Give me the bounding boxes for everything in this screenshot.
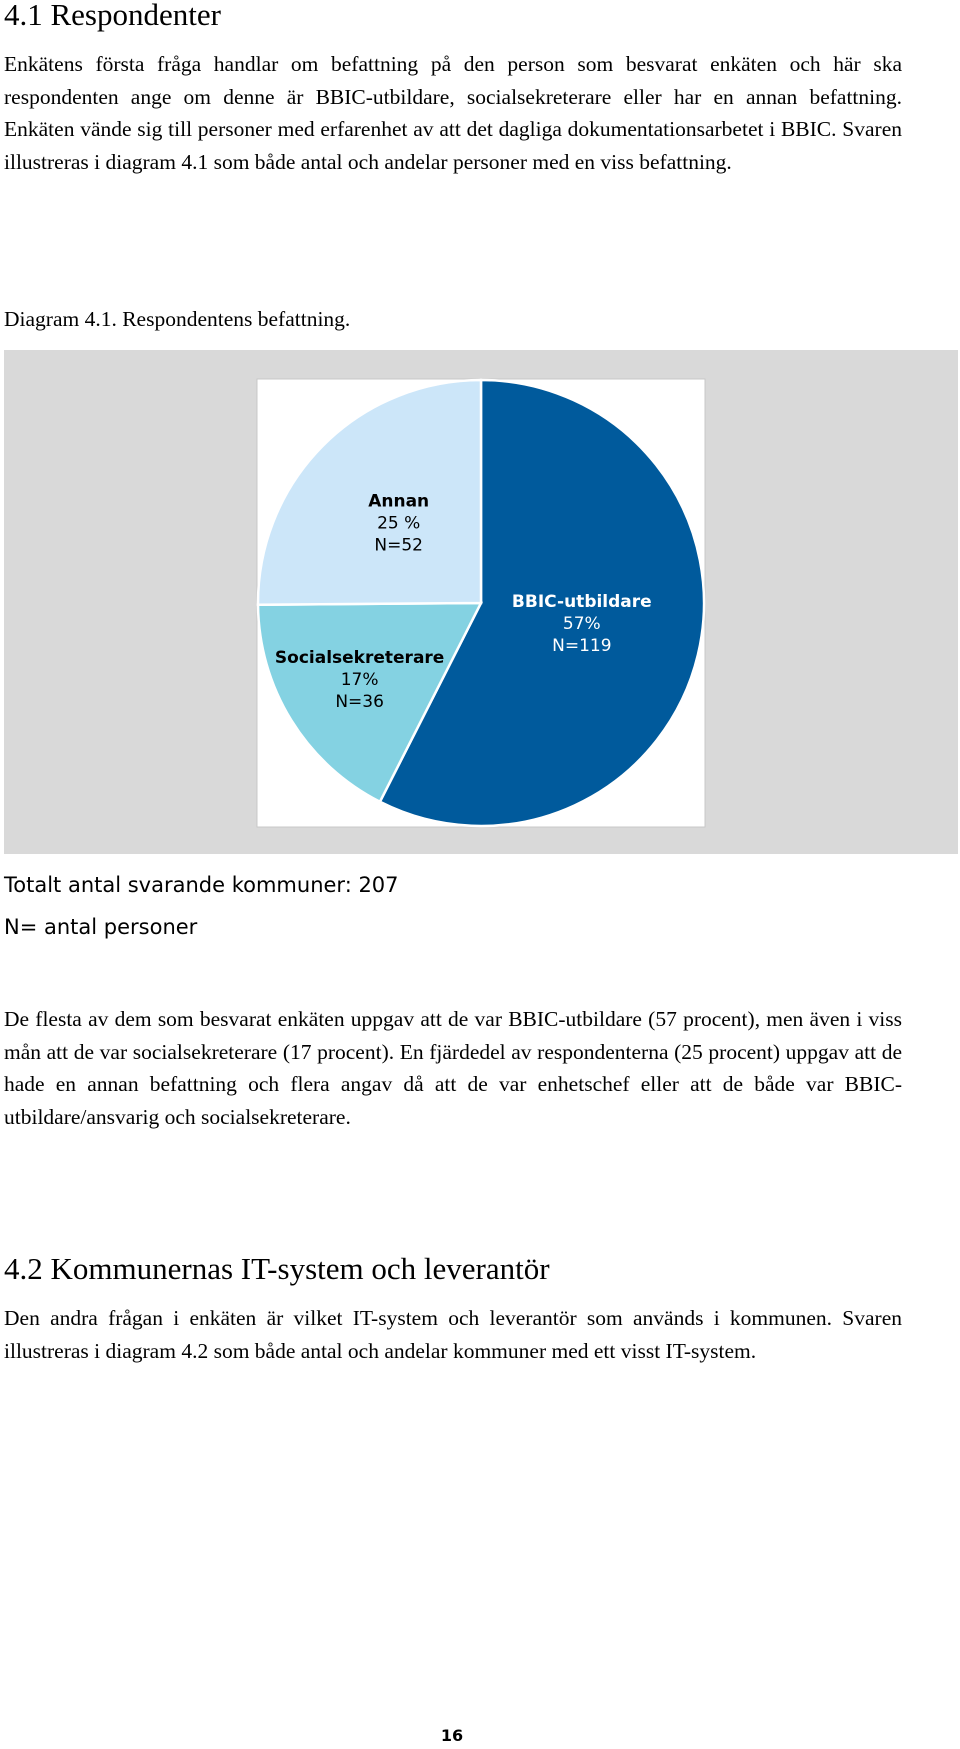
pie-label-percent: 25 %	[377, 513, 421, 534]
results-paragraph: De flesta av dem som besvarat enkäten uppgav att de var BBIC-utbildare (57 procent), men även i viss mån att de var socialsekreterare (17 procent). En fjärdedel av respondenterna (25 procent) uppgav att de hade en annan befattning och flera angav då att de var enhetschef eller att de både var BBIC-utbildare/ansvarig och socialsekreterare.	[4, 1007, 902, 1129]
intro-paragraph: Enkätens första fråga handlar om befattning på den person som besvarat enkäten och här ska respondenten ange om denne är BBIC-utbildare, socialsekreterare eller har en annan befattning. Enkäten vände sig till personer med erfarenhet av att det dagliga dokumentationsarbetet i BBIC. Svaren illustreras i diagram 4.1 som både antal och andelar personer med en viss befattning.	[4, 52, 902, 174]
pie-label-name: Annan	[368, 491, 430, 512]
pie-chart	[4, 350, 958, 854]
page-number: 16	[440, 1726, 464, 1745]
pie-label-percent: 17%	[340, 670, 379, 691]
it-system-paragraph: Den andra frågan i enkäten är vilket IT-system och leverantör som används i kommunen. Svaren illustreras i diagram 4.2 som både antal och andelar kommuner med ett visst IT-system.	[4, 1306, 902, 1363]
pie-label-percent: 57%	[562, 613, 601, 634]
section-heading-4-2: 4.2 Kommunernas IT-system och leverantör	[4, 1251, 550, 1286]
section-heading-4-1: 4.1 Respondenter	[4, 0, 221, 32]
pie-chart-panel	[4, 350, 958, 854]
pie-label-n: N=52	[374, 535, 423, 556]
diagram-caption: Diagram 4.1. Respondentens befattning.	[4, 307, 351, 331]
total-respondents-note: Totalt antal svarande kommuner: 207	[4, 873, 399, 897]
pie-label-name: BBIC-utbildare	[511, 591, 652, 612]
n-definition-note: N= antal personer	[4, 915, 198, 939]
pie-label-n: N=36	[335, 692, 384, 713]
pie-label-name: Socialsekreterare	[274, 648, 445, 669]
pie-label-n: N=119	[552, 635, 612, 656]
